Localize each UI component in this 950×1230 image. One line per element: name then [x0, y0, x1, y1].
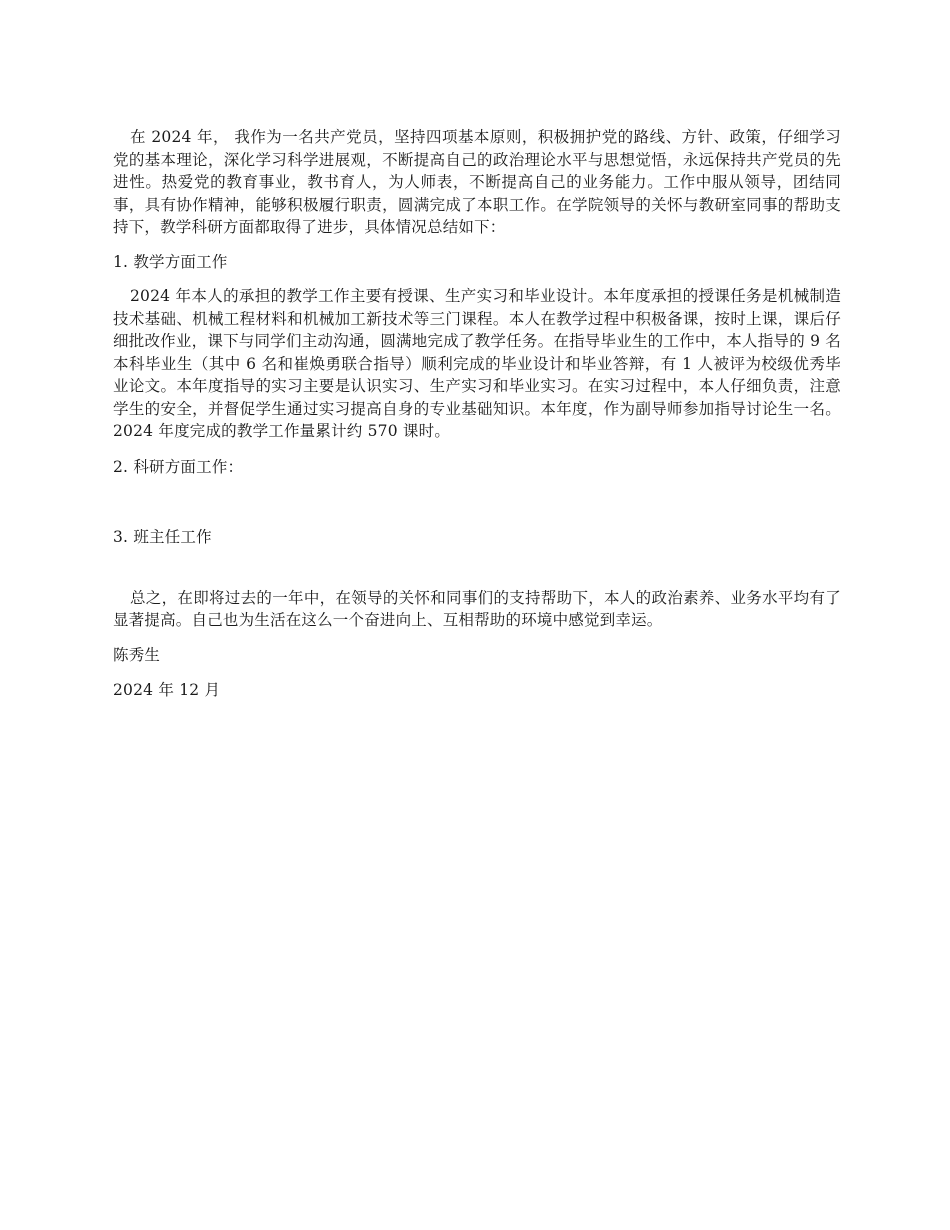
section-heading-research: 2. 科研方面工作：	[113, 457, 244, 476]
intro-paragraph: 在 2024 年， 我作为一名共产党员，坚持四项基本原则，积极拥护党的路线、方针、政策，仔细学习党的基本理论，深化学习科学进展观，不断提高自己的政治理论水平与思想觉悟，永远保持共产党员的先进性。热爱党的教育事业，教书育人，为人师表，不断提高自己的业务能力。工作中服从领导，团结同事，具有协作精神，能够积极履行职责，圆满完成了本职工作。在学院领导的关怀与教研室同事的帮助支持下，教学科研方面都取得了进步，具体情况总结如下：	[113, 128, 841, 236]
signature-name: 陈秀生	[113, 645, 161, 664]
section-heading-class-advisor: 3. 班主任工作	[113, 528, 212, 546]
document-date: 2024 年 12 月	[113, 681, 221, 699]
summary-paragraph: 总之，在即将过去的一年中，在领导的关怀和同事们的支持帮助下，本人的政治素养、业务水平均有了显著提高。自己也为生活在这么一个奋进向上、互相帮助的环境中感觉到幸运。	[113, 588, 841, 629]
document-page	[113, 126, 841, 702]
teaching-paragraph: 2024 年本人的承担的教学工作主要有授课、生产实习和毕业设计。本年度承担的授课任务是机械制造技术基础、机械工程材料和机械加工新技术等三门课程。本人在教学过程中积极备课，按时上课，课后仔细批改作业，课下与同学们主动沟通，圆满地完成了教学任务。在指导毕业生的工作中，本人指导的 9 名本科毕业生（其中 6 名和崔焕勇联合指导）顺利完成的毕业设计和毕业答辩，有 1 人被评为校级优秀毕业论文。本年度指导的实习主要是认识实习、生产实习和毕业实习。在实习过程中，本人仔细负责，注意学生的安全，并督促学生通过实习提高自身的专业基础知识。本年度，作为副导师参加指导讨论生一名。2024 年度完成的教学工作量累计约 570 课时。	[113, 287, 841, 440]
section-heading-teaching: 1. 教学方面工作	[113, 252, 228, 271]
